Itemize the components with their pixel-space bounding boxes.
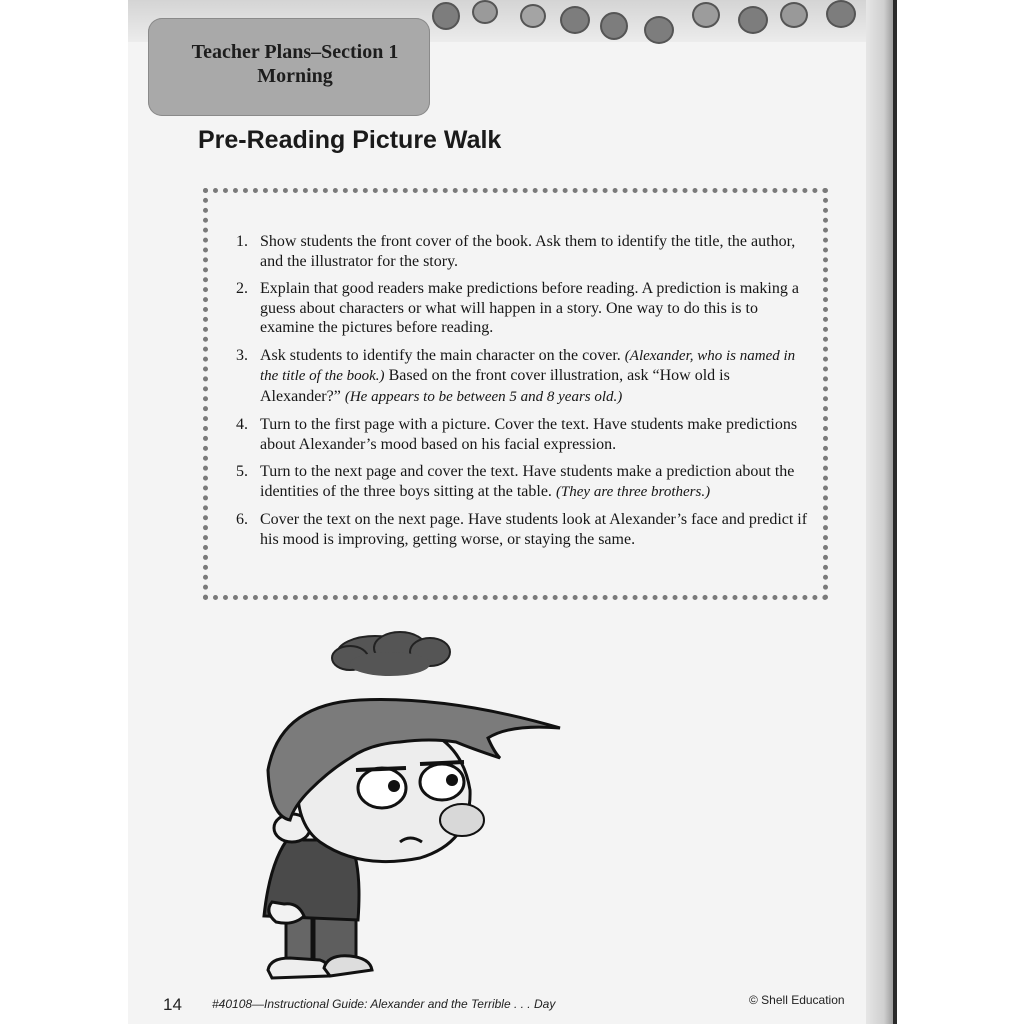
storm-cloud-icon: [332, 632, 450, 676]
list-item-text: Turn to the first page with a picture. Cover the text. Have students make predictions about Alexander’s mood based on his facial expression.: [260, 416, 798, 453]
list-item-number: 5.: [236, 463, 248, 480]
decorative-dot: [472, 0, 498, 24]
list-item-number: 6.: [236, 511, 248, 528]
list-item-number: 3.: [236, 346, 248, 364]
list-item-number: 4.: [236, 416, 248, 433]
list-item-answer: (Alexander, who is named in the title of the book.): [260, 347, 796, 384]
list-item: [236, 510, 808, 549]
page-number: 14: [163, 995, 182, 1014]
list-item-text: Turn to the next page and cover the text. Have students make a prediction about the identities of the three boys sitting at the table.: [260, 463, 795, 500]
page-title: Pre-Reading Picture Walk: [198, 126, 502, 154]
decorative-dot: [432, 2, 460, 30]
list-item-text: Explain that good readers make predictions before reading. A prediction is making a guess about characters or what will happen in a story. One way to do this is to examine the pictures before reading.: [260, 280, 799, 336]
list-item: [236, 279, 808, 338]
section-tab-line1: Teacher Plans–Section 1: [191, 41, 399, 63]
decorative-dot: [644, 16, 674, 44]
decorative-dot: [520, 4, 546, 28]
decorative-dot: [600, 12, 628, 40]
list-item: [236, 415, 808, 454]
book-binding-shadow: [866, 0, 896, 1024]
list-item-text: Show students the front cover of the book. Ask them to identify the title, the author, and the illustrator for the story.: [260, 233, 796, 270]
section-tab-line2: Morning: [257, 65, 333, 87]
list-item-text: Based on the front cover illustration, ask “How old is Alexander?”: [260, 367, 730, 405]
list-item: [236, 232, 808, 271]
grumpy-boy-illustration: [250, 620, 570, 992]
list-item-number: 2.: [236, 280, 248, 297]
decorative-dot: [826, 0, 856, 28]
page-edge: [893, 0, 897, 1024]
copyright: © Shell Education: [749, 993, 845, 1007]
list-item-text: Cover the text on the next page. Have students look at Alexander’s face and predict if his mood is improving, getting worse, or staying the same.: [260, 511, 808, 548]
instruction-list: [236, 232, 808, 557]
list-item-text: Ask students to identify the main character on the cover.: [260, 346, 621, 364]
list-item: [236, 462, 808, 502]
decorative-dot: [692, 2, 720, 28]
decorative-dot: [780, 2, 808, 28]
list-item-answer: (They are three brothers.): [555, 483, 711, 500]
decorative-dot: [738, 6, 768, 34]
decorative-dot: [560, 6, 590, 34]
list-item-number: 1.: [236, 233, 248, 250]
guide-title: #40108—Instructional Guide: Alexander and the Terrible . . . Day: [212, 997, 556, 1011]
section-tab-title: [170, 40, 420, 88]
list-item-answer: (He appears to be between 5 and 8 years old.): [344, 388, 623, 405]
list-item: [236, 346, 808, 408]
